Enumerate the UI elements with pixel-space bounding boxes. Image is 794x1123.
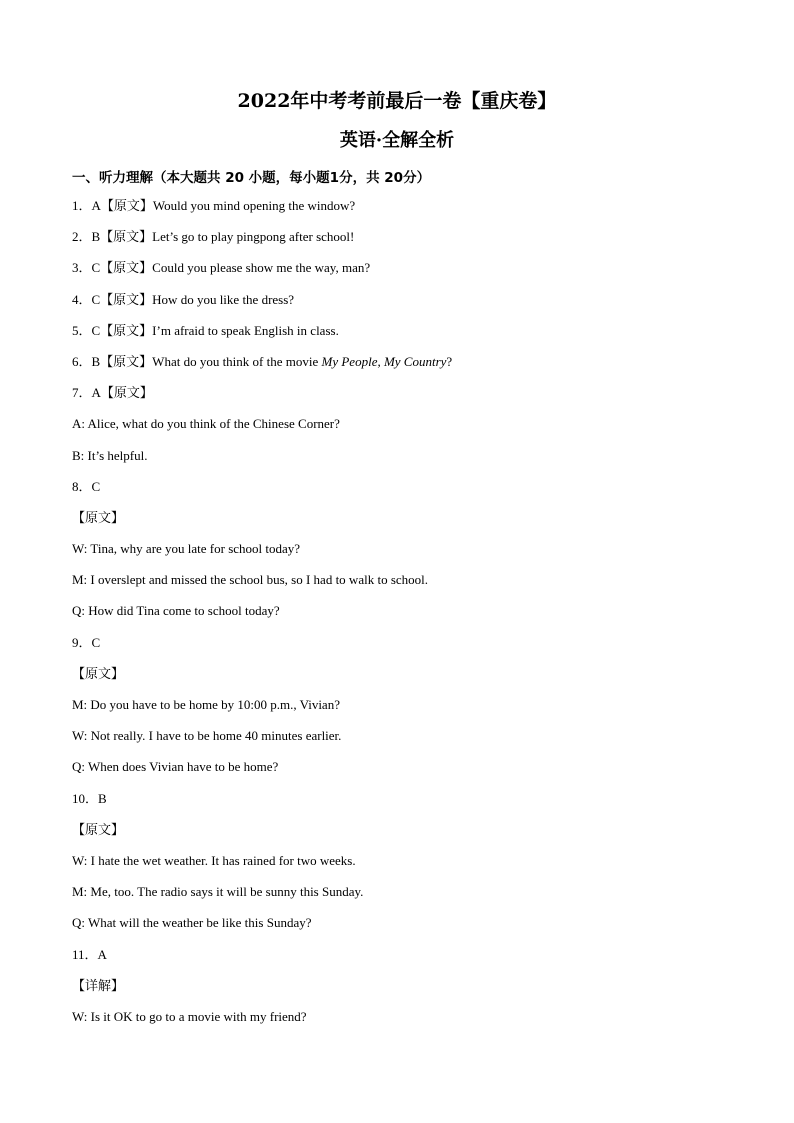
line-text: 5．C【原文】I’m afraid to speak English in class.: [72, 322, 339, 338]
movie-title: My People, My Country: [321, 353, 447, 369]
line-text: 4．C【原文】How do you like the dress?: [72, 291, 295, 307]
transcript-line: [72, 290, 732, 321]
line-text: 【原文】: [72, 509, 125, 525]
line-text: 3．C【原文】Could you please show me the way, man?: [72, 260, 371, 276]
transcript-line: [72, 789, 732, 820]
transcript-line: [72, 570, 732, 601]
line-text: 7．A【原文】: [72, 385, 153, 401]
line-text: M: I overslept and missed the school bus, so I had to walk to school.: [72, 572, 429, 588]
line-text: 6．B【原文】What do you think of the movie: [72, 353, 322, 369]
transcript-line: [72, 726, 732, 757]
transcript-line: [72, 539, 732, 570]
line-text: 11．A: [72, 946, 107, 962]
transcript-line: [72, 976, 732, 1007]
line-text: 2．B【原文】Let’s go to play pingpong after school!: [72, 229, 355, 245]
transcript-line: [72, 695, 732, 726]
line-text: A: Alice, what do you think of the Chinese Corner?: [72, 416, 340, 432]
transcript-line: [72, 757, 732, 788]
transcript-line: [72, 508, 732, 539]
transcript-line: [72, 945, 732, 976]
line-text-suffix: ?: [446, 353, 453, 369]
transcript-line: [72, 851, 732, 882]
line-text: 8．C: [72, 478, 101, 494]
line-text: 【详解】: [72, 977, 125, 993]
transcript-line: [72, 227, 732, 258]
line-text: M: Me, too. The radio says it will be sunny this Sunday.: [72, 884, 364, 900]
line-text: 10．B: [72, 790, 107, 806]
transcript-lines: [72, 196, 732, 1038]
line-text: W: Is it OK to go to a movie with my friend?: [72, 1008, 307, 1024]
line-text: W: Not really. I have to be home 40 minutes earlier.: [72, 728, 342, 744]
document-title: 2022年中考考前最后一卷【重庆卷】: [237, 90, 557, 112]
line-text: 9．C: [72, 634, 101, 650]
line-text: Q: When does Vivian have to be home?: [72, 759, 279, 775]
line-text: 【原文】: [72, 821, 125, 837]
line-text: 【原文】: [72, 665, 125, 681]
transcript-line: [72, 820, 732, 851]
section-heading: 一、听力理解（本大题共 20 小题，每小题1分，共 20分）: [72, 170, 431, 186]
transcript-line: [72, 1007, 732, 1038]
line-text: Q: How did Tina come to school today?: [72, 603, 280, 619]
transcript-line: [72, 258, 732, 289]
transcript-line: [72, 446, 732, 477]
line-text: M: Do you have to be home by 10:00 p.m., Vivian?: [72, 697, 340, 712]
transcript-line: [72, 414, 732, 445]
transcript-line: [72, 196, 732, 227]
transcript-line: [72, 601, 732, 632]
transcript-line: [72, 633, 732, 664]
line-text: Q: What will the weather be like this Sunday?: [72, 915, 312, 931]
transcript-line: [72, 882, 732, 913]
transcript-line: [72, 664, 732, 695]
line-text: B: It’s helpful.: [72, 447, 148, 463]
transcript-line: [72, 913, 732, 944]
transcript-line: [72, 477, 732, 508]
line-text: W: I hate the wet weather. It has rained for two weeks.: [72, 852, 356, 868]
document-subtitle: 英语·全解全析: [339, 130, 455, 151]
transcript-line: [72, 352, 732, 383]
transcript-line: [72, 383, 732, 414]
transcript-line: [72, 321, 732, 352]
line-text: W: Tina, why are you late for school today?: [72, 541, 301, 557]
line-text: 1．A【原文】Would you mind opening the window?: [72, 198, 356, 213]
